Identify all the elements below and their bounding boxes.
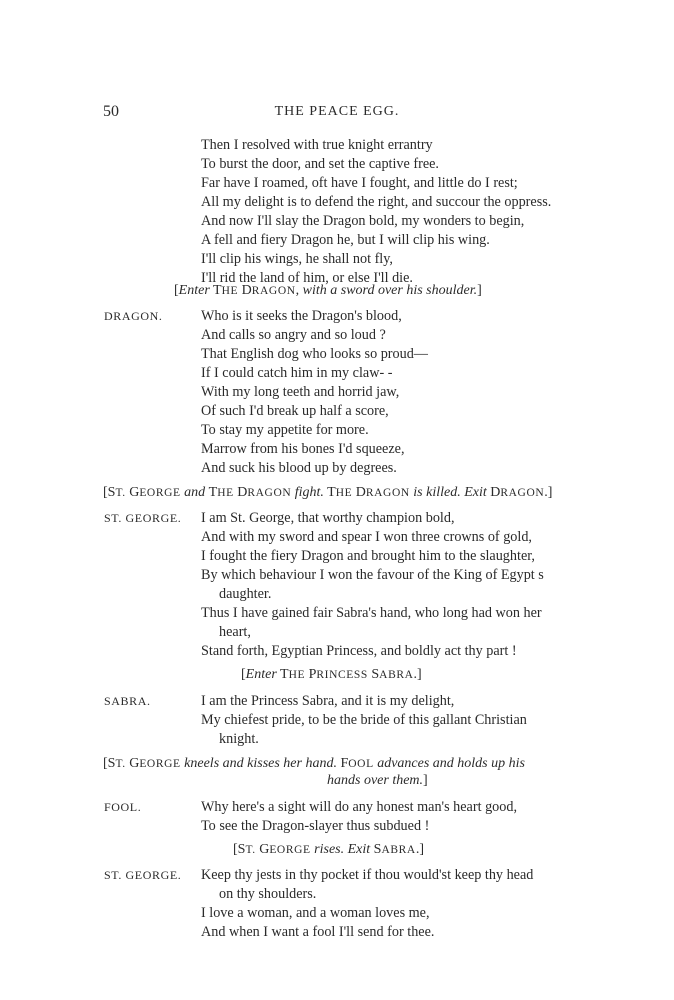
verse-line: heart, <box>219 624 251 640</box>
verse-line: daughter. <box>219 586 272 602</box>
verse-line: With my long teeth and horrid jaw, <box>201 384 400 400</box>
verse-line: Far have I roamed, oft have I fought, and little do I rest; <box>201 175 518 191</box>
verse-line: If I could catch him in my claw- - <box>201 365 393 381</box>
verse-line: That English dog who looks so proud— <box>201 346 428 362</box>
verse-line: By which behaviour I won the favour of the King of Egypt s <box>201 567 544 583</box>
verse-line: And calls so angry and so loud ? <box>201 327 386 343</box>
verse-line: I am the Princess Sabra, and it is my delight, <box>201 693 455 709</box>
verse-line: Thus I have gained fair Sabra's hand, who long had won her <box>201 605 542 621</box>
stage-direction: [Enter THE DRAGON, with a sword over his shoulder.] <box>174 283 482 298</box>
verse-line: Then I resolved with true knight errantry <box>201 137 433 153</box>
verse-line: Marrow from his bones I'd squeeze, <box>201 441 405 457</box>
page-header <box>0 103 674 127</box>
running-title: THE PEACE EGG. <box>274 104 400 119</box>
stage-direction: [ST. GEORGE rises. Exit SABRA.] <box>233 842 424 857</box>
verse-line: To burst the door, and set the captive free. <box>201 156 439 172</box>
verse-line: Stand forth, Egyptian Princess, and boldly act thy part ! <box>201 643 517 659</box>
verse-line: And when I want a fool I'll send for thee. <box>201 924 435 940</box>
verse-line: All my delight is to defend the right, and succour the oppress. <box>201 194 552 210</box>
verse-line: I'll clip his wings, he shall not fly, <box>201 251 393 267</box>
verse-line: And with my sword and spear I won three crowns of gold, <box>201 529 532 545</box>
verse-line: Who is it seeks the Dragon's blood, <box>201 308 402 324</box>
stage-direction: [ST. GEORGE kneels and kisses her hand. FOOL advances and holds up his <box>103 756 525 771</box>
stage-direction-continued: hands over them.] <box>327 773 428 788</box>
verse-line: A fell and fiery Dragon he, but I will clip his wing. <box>201 232 490 248</box>
verse-line: I fought the fiery Dragon and brought him to the slaughter, <box>201 548 535 564</box>
speaker-name: SABRA. <box>104 694 151 708</box>
verse-line: Of such I'd break up half a score, <box>201 403 389 419</box>
speaker-name: ST. GEORGE. <box>104 868 182 882</box>
verse-line: I am St. George, that worthy champion bold, <box>201 510 455 526</box>
verse-line: To stay my appetite for more. <box>201 422 369 438</box>
verse-line: I love a woman, and a woman loves me, <box>201 905 430 921</box>
verse-line: Keep thy jests in thy pocket if thou would'st keep thy head <box>201 867 534 883</box>
stage-direction: [Enter THE PRINCESS SABRA.] <box>241 667 422 682</box>
verse-line: And suck his blood up by degrees. <box>201 460 397 476</box>
speaker-name: ST. GEORGE. <box>104 511 182 525</box>
verse-line: And now I'll slay the Dragon bold, my wonders to begin, <box>201 213 525 229</box>
verse-line: To see the Dragon-slayer thus subdued ! <box>201 818 430 834</box>
verse-line: My chiefest pride, to be the bride of this gallant Christian <box>201 712 527 728</box>
speaker-name: FOOL. <box>104 800 142 814</box>
verse-line: I'll rid the land of him, or else I'll die. <box>201 270 413 286</box>
speaker-name: DRAGON. <box>104 309 163 323</box>
stage-direction: [ST. GEORGE and THE DRAGON fight. THE DRAGON is killed. Exit DRAGON.] <box>103 485 553 500</box>
verse-line: on thy shoulders. <box>219 886 317 902</box>
page-number: 50 <box>103 103 119 120</box>
verse-line: knight. <box>219 731 259 747</box>
verse-line: Why here's a sight will do any honest man's heart good, <box>201 799 517 815</box>
